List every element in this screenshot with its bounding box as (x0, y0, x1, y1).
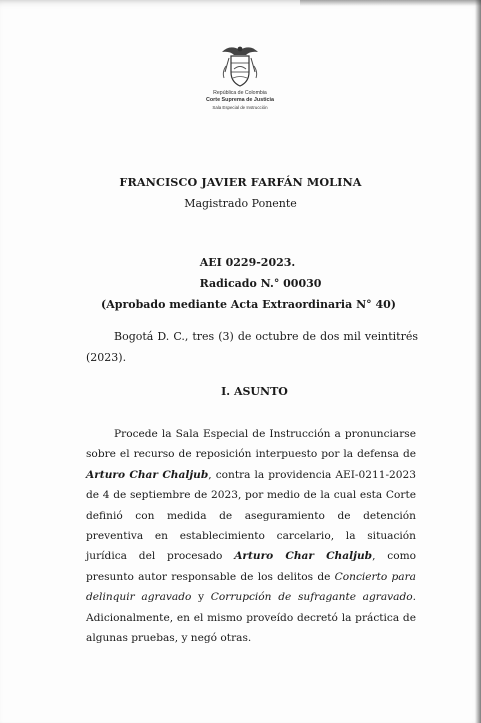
date-paragraph (86, 326, 418, 368)
defendant-name-2: Arturo Char Chaljub (234, 550, 373, 563)
magistrate-role: Magistrado Ponente (184, 197, 297, 210)
magistrate-block (0, 175, 481, 210)
body-text-4: y (191, 591, 211, 604)
coat-of-arms-icon (220, 42, 260, 90)
body-text-2: , contra la providencia AEI-0211-2023 de 4 de septiembre de 2023, por medio de la cual esta Corte definió con medida de aseguramiento de detención preventiva en establecimiento carcelario, la situación jurídica del procesado (86, 468, 416, 563)
body-paragraph (86, 424, 416, 648)
reference-block (0, 252, 481, 315)
crime-2: Corrupción de sufragante agravado (210, 591, 413, 604)
letterhead-country: República de Colombia (213, 90, 267, 96)
letterhead-chamber: Sala Especial de Instrucción (212, 105, 268, 110)
scan-shadow-top (300, 0, 481, 6)
body-text-3: , como presunto autor responsable de los delitos de (86, 550, 416, 583)
crime-1: Concierto para delinquir agravado (86, 570, 416, 604)
aei-number: AEI 0229-2023. (199, 256, 296, 269)
magistrate-name: FRANCISCO JAVIER FARFÁN MOLINA (119, 175, 362, 189)
acta-approval: (Aprobado mediante Acta Extraordinaria N° 40) (101, 298, 396, 311)
section-title: I. ASUNTO (221, 385, 288, 398)
scan-shadow-right (475, 0, 481, 723)
defendant-name-1: Arturo Char Chaljub (86, 468, 209, 481)
radicado-number: Radicado N.° 00030 (199, 277, 322, 290)
letterhead-court: Corte Suprema de Justicia (205, 97, 274, 103)
letterhead (180, 42, 300, 111)
date-text: Bogotá D. C., tres (3) de octubre de dos mil veintitrés (2023). (86, 330, 418, 364)
body-text-5: . Adicionalmente, en el mismo proveído decretó la práctica de algunas pruebas, y negó otras. (86, 591, 416, 645)
body-text-1: Procede la Sala Especial de Instrucción a pronunciarse sobre el recurso de reposición interpuesto por la defensa de (86, 428, 416, 461)
